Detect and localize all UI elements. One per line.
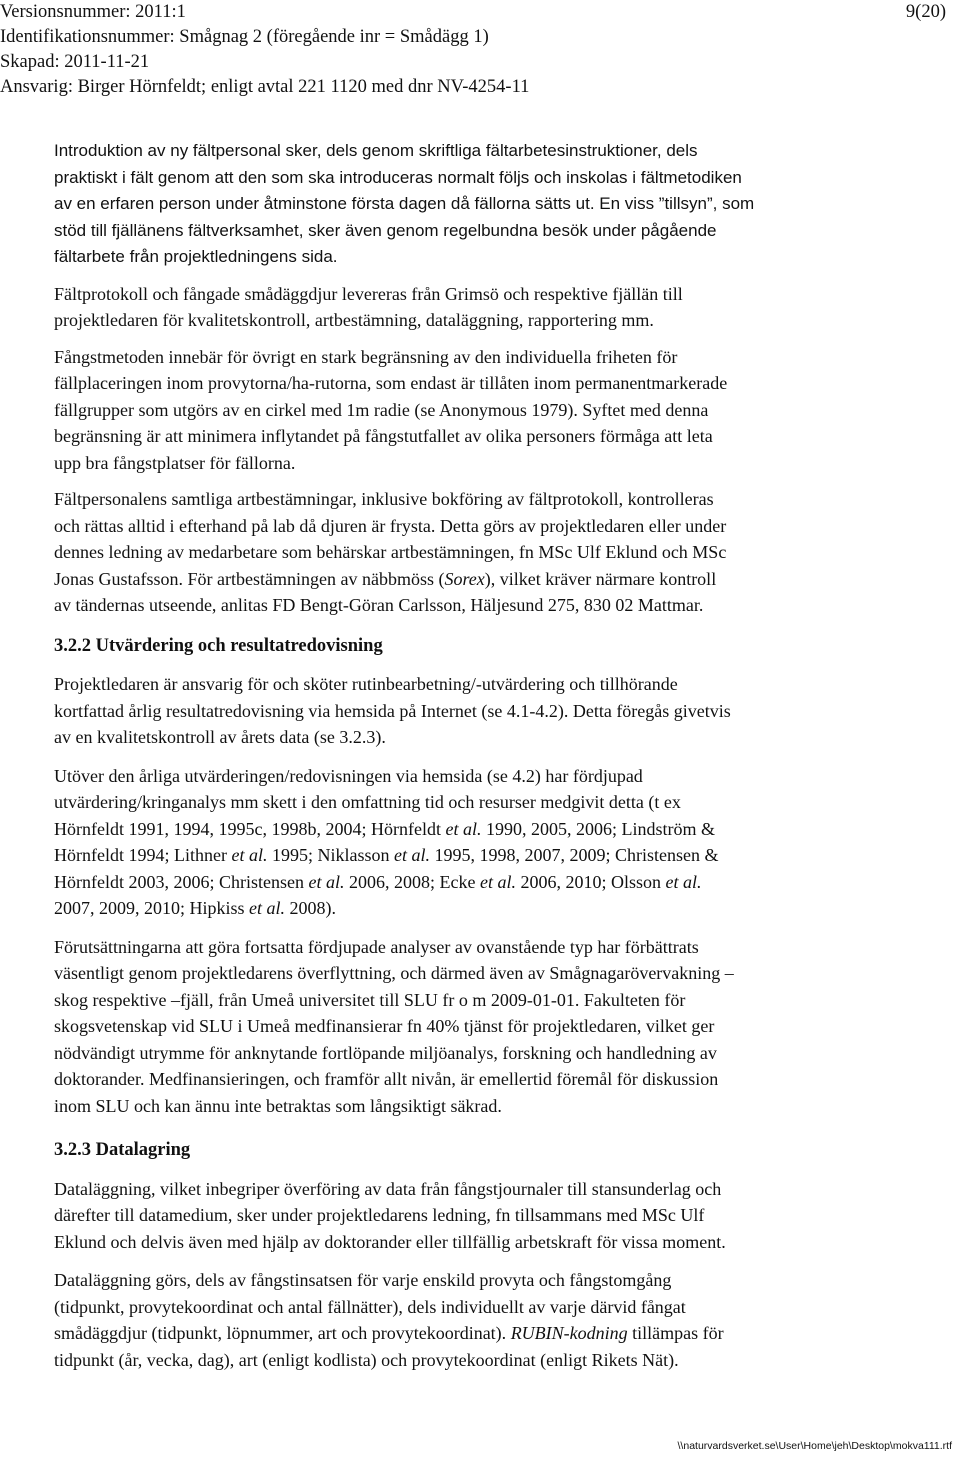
text-line: därefter till datamedium, sker under projektledarens ledning, fn tillsammans med MSc Ulf (54, 1205, 705, 1225)
header-responsible: Ansvarig: Birger Hörnfeldt; enligt avtal 221 1120 med dnr NV-4254-11 (0, 77, 530, 97)
text-line: tidpunkt (år, vecka, dag), art (enligt kodlista) och provytekoordinat (enligt Rikets Nät). (54, 1349, 679, 1370)
text-segment: Jonas Gustafsson. För artbestämningen av näbbmöss ( (54, 568, 445, 589)
text-line: Projektledaren är ansvarig för och sköter rutinbearbetning/-utvärdering och tillhörande (54, 674, 678, 694)
text-segment: ), vilket kräver närmare kontroll (484, 568, 717, 589)
text-line: av en erfaren person under åtminstone första dagen då fällorna sätts ut. En viss ”tillsyn”, som (54, 194, 755, 213)
section-heading-3-2-3 (54, 1137, 902, 1164)
footer-file-path: \\naturvardsverket.se\User\Home\jeh\Desktop\mokva111.rtf (677, 1440, 952, 1452)
italic-et-al: et al. (249, 898, 286, 918)
text-line: Introduktion av ny fältpersonal sker, dels genom skriftliga fältarbetesinstruktioner, dels (54, 141, 698, 160)
section-heading-3-2-2 (54, 633, 902, 660)
text-line: Fångstmetoden innebär för övrigt en stark begränsning av den individuella friheten för (54, 346, 678, 367)
text-line (54, 895, 902, 922)
text-line: projektledaren för kvalitetskontroll, artbestämning, dataläggning, rapportering mm. (54, 310, 654, 330)
paragraph-data-entry (54, 1176, 902, 1256)
italic-et-al: et al. (308, 871, 345, 892)
text-segment: 2006, 2008; Ecke (344, 871, 480, 892)
text-line: (tidpunkt, provytekoordinat och antal fällnätter), dels individuellt av varje därvid fångat (54, 1296, 686, 1317)
paragraph-species-identification (54, 486, 902, 619)
text-segment: 2006, 2010; Olsson (515, 871, 666, 892)
text-segment: tillämpas för (627, 1323, 724, 1343)
paragraph-field-protocol (54, 281, 902, 334)
text-line: doktorander. Medfinansieringen, och framför allt nivån, är emellertid föremål för diskussion (54, 1069, 719, 1089)
text-line: Förutsättningarna att göra fortsatta fördjupade analyser av ovanstående typ har förbättrats (54, 936, 699, 957)
text-line (54, 816, 902, 843)
header-version: Versionsnummer: 2011:1 (0, 2, 186, 22)
text-segment: 2007, 2009, 2010; Hipkiss (54, 898, 250, 918)
italic-et-al: et al. (479, 871, 516, 892)
text-segment: 1990, 2005, 2006; Lindström & (481, 818, 715, 839)
paragraph-project-leader-responsibility (54, 671, 902, 751)
italic-rubin-coding: RUBIN-kodning (510, 1323, 628, 1343)
paragraph-future-analyses (54, 934, 902, 1120)
text-line (54, 842, 902, 869)
header-page-number: 9(20) (905, 2, 946, 22)
paragraph-trapping-method (54, 344, 902, 477)
paragraph-field-staff-introduction (54, 138, 902, 271)
heading-text: 3.2.3 Datalagring (54, 1140, 191, 1160)
italic-et-al: et al. (445, 818, 482, 839)
text-line: väsentligt genom projektledarens överflyttning, och därmed även av Smågnagarövervakning – (54, 963, 734, 983)
text-line: av en kvalitetskontroll av årets data (se 3.2.3). (54, 727, 386, 747)
text-line: begränsning är att minimera inflytandet på fångstutfallet av olika personers förmåga att leta (54, 426, 713, 446)
heading-text: 3.2.2 Utvärdering och resultatredovisning (54, 635, 383, 656)
text-line: och rättas alltid i efterhand på lab då djuren är frysta. Detta görs av projektledaren eller under (54, 515, 727, 536)
text-segment: Hörnfeldt 1991, 1994, 1995c, 1998b, 2004; Hörnfeldt (54, 818, 446, 839)
text-line (54, 566, 902, 593)
text-line: Fältprotokoll och fångade smådäggdjur levereras från Grimsö och respektive fjällän till (54, 283, 683, 304)
text-segment: Hörnfeldt 1994; Lithner (54, 845, 232, 865)
text-line: kortfattad årlig resultatredovisning via hemsida på Internet (se 4.1-4.2). Detta föregås givetvis (54, 700, 731, 721)
italic-species-name: Sorex (444, 568, 485, 589)
italic-et-al: et al. (665, 871, 702, 892)
text-line: Fältpersonalens samtliga artbestämningar, inklusive bokföring av fältprotokoll, kontrolleras (54, 489, 714, 509)
text-line: Dataläggning, vilket inbegriper överföring av data från fångstjournaler till stansunderlag och (54, 1178, 722, 1199)
page-header (0, 0, 960, 100)
text-line: stöd till fjällänens fältverksamhet, sker även genom regelbundna besök under pågående (54, 220, 717, 240)
text-line: skog respektive –fjäll, från Umeå universitet till SLU fr o m 2009-01-01. Fakulteten för (54, 989, 686, 1010)
text-line: praktiskt i fält genom att den som ska introduceras normalt följs och inskolas i fältmetodiken (54, 167, 742, 187)
paragraph-in-depth-evaluation (54, 763, 902, 922)
header-identification: Identifikationsnummer: Smågnag 2 (föregående inr = Smådägg 1) (0, 27, 489, 47)
text-line: fällgrupper som utgörs av en cirkel med 1m radie (se Anonymous 1979). Syftet med denna (54, 399, 709, 420)
text-segment: 1995; Niklasson (267, 845, 394, 865)
text-line: skogsvetenskap vid SLU i Umeå medfinansierar fn 40% tjänst för projektledaren, vilket ger (54, 1016, 715, 1036)
text-line (54, 869, 902, 896)
text-line: dennes ledning av medarbetare som behärskar artbestämningen, fn MSc Ulf Eklund och MSc (54, 542, 727, 562)
italic-et-al: et al. (393, 845, 430, 865)
text-line: utvärdering/kringanalys mm skett i den omfattning tid och resurser medgivit detta (t ex (54, 792, 681, 812)
italic-et-al: et al. (231, 845, 268, 865)
text-line: fältarbete från projektledningens sida. (54, 247, 338, 266)
text-line: Eklund och delvis även med hjälp av doktorander eller tillfällig arbetskraft för vissa moment. (54, 1231, 726, 1252)
document-body (54, 138, 902, 1373)
text-segment: smådäggdjur (tidpunkt, löpnummer, art och provytekoordinat). (54, 1323, 511, 1343)
text-line (54, 1320, 902, 1347)
text-segment: 2008). (285, 898, 337, 918)
text-line: upp bra fångstplatser för fällorna. (54, 452, 296, 473)
text-segment: Hörnfeldt 2003, 2006; Christensen (54, 871, 309, 892)
text-line: Utöver den årliga utvärderingen/redovisningen via hemsida (se 4.2) har fördjupad (54, 765, 643, 786)
text-segment: 1995, 1998, 2007, 2009; Christensen & (429, 845, 719, 865)
paragraph-data-entry-details (54, 1267, 902, 1373)
text-line: nödvändigt utrymme för anknytande fortlöpande miljöanalys, forskning och handledning av (54, 1042, 717, 1063)
text-line: fällplaceringen inom provytorna/ha-rutorna, som endast är tillåten inom permanentmarkerade (54, 373, 728, 393)
header-created: Skapad: 2011-11-21 (0, 52, 150, 72)
text-line: inom SLU och kan ännu inte betraktas som långsiktigt säkrad. (54, 1095, 502, 1116)
text-line: av tändernas utseende, anlitas FD Bengt-Göran Carlsson, Häljesund 275, 830 02 Mattmar. (54, 595, 704, 615)
text-line: Dataläggning görs, dels av fångstinsatsen för varje enskild provyta och fångstomgång (54, 1270, 672, 1290)
